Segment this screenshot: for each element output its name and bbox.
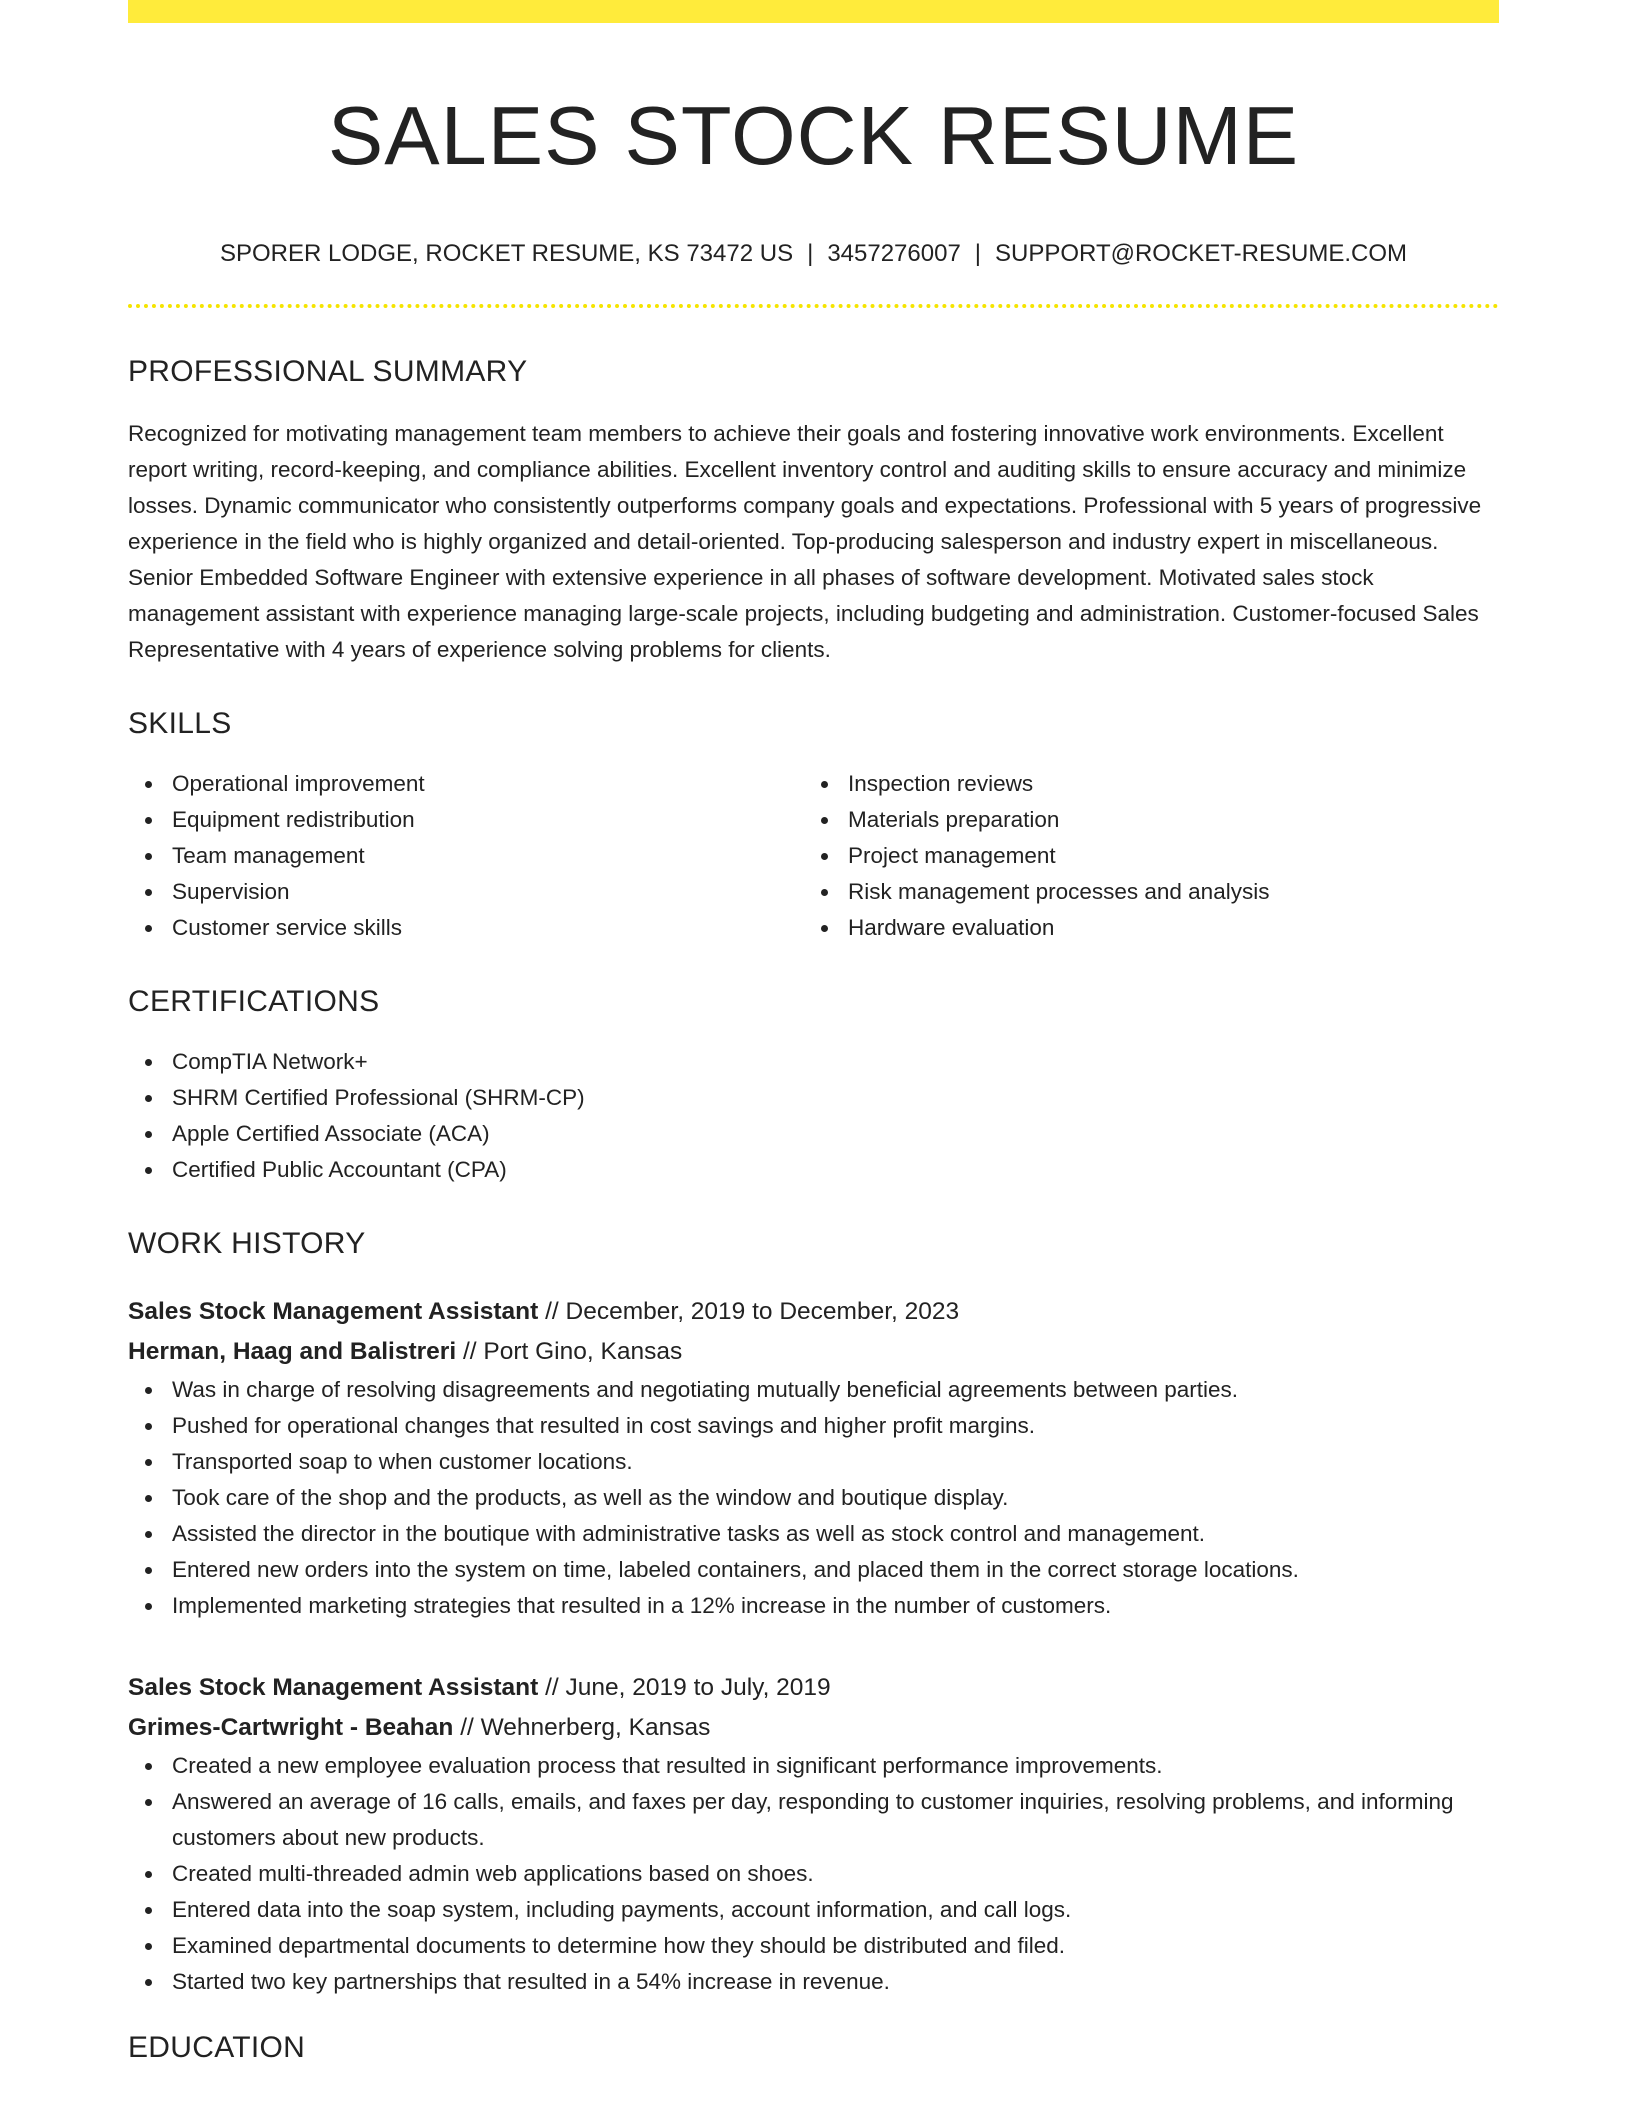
job-location: // Wehnerberg, Kansas [460,1714,711,1742]
dotted-divider [128,304,1499,308]
resume-page [128,0,1499,2066]
job-bullet: Transported soap to when customer locations. [128,1444,1499,1480]
job-bullet: Assisted the director in the boutique with administrative tasks as well as stock control and management. [128,1516,1499,1552]
certifications-list [128,1044,1499,1188]
top-accent-bar [128,0,1499,23]
skill-item: Supervision [128,874,804,910]
skill-item: Materials preparation [804,802,1480,838]
summary-text: Recognized for motivating management team members to achieve their goals and fostering innovative work environments. Excellent report writing, record-keeping, and compliance abilities. Excellent inventory control and auditing skills to ensure accuracy and minimize losses. Dynamic communicator who consistently outperforms company goals and expectations. Professional with 5 years of progressive experience in the field who is highly organized and detail-oriented. Top-producing salesperson and industry expert in miscellaneous. Senior Embedded Software Engineer with extensive experience in all phases of software development. Motivated sales stock management assistant with experience managing large-scale projects, including budgeting and administration. Customer-focused Sales Representative with 4 years of experience solving problems for clients. [128,421,1482,663]
skill-item: Hardware evaluation [804,910,1480,946]
job-dates: // December, 2019 to December, 2023 [545,1298,960,1326]
skill-item: Project management [804,838,1480,874]
certification-item: Certified Public Accountant (CPA) [128,1152,1499,1188]
job-bullet: Created multi-threaded admin web applications based on shoes. [128,1856,1499,1892]
job-bullet: Started two key partnerships that resulted in a 54% increase in revenue. [128,1964,1499,2000]
contact-email: SUPPORT@ROCKET-RESUME.COM [995,239,1407,267]
contact-phone: 3457276007 [827,239,961,267]
certifications-heading: CERTIFICATIONS [128,985,380,1019]
summary-heading: PROFESSIONAL SUMMARY [128,355,528,389]
job-entry [128,1292,1499,1624]
job-role: Sales Stock Management Assistant [128,1298,539,1326]
job-bullet: Implemented marketing strategies that resulted in a 12% increase in the number of customers. [128,1588,1499,1624]
skill-item: Operational improvement [128,766,804,802]
job-role-line [128,1292,1499,1332]
resume-title: SALES STOCK RESUME [327,89,1300,182]
contact-separator: | [974,239,982,267]
certification-item: SHRM Certified Professional (SHRM-CP) [128,1080,1499,1116]
job-company: Grimes-Cartwright - Beahan [128,1714,454,1742]
contact-separator: | [807,239,814,267]
job-location: // Port Gino, Kansas [462,1338,683,1366]
contact-address: SPORER LODGE, ROCKET RESUME, KS 73472 US [220,239,794,267]
job-role-line [128,1668,1499,1708]
job-bullet: Created a new employee evaluation process that resulted in significant performance improvements. [128,1748,1499,1784]
job-bullet: Entered data into the soap system, including payments, account information, and call logs. [128,1892,1499,1928]
job-bullet: Examined departmental documents to determine how they should be distributed and filed. [128,1928,1499,1964]
job-role: Sales Stock Management Assistant [128,1674,539,1702]
job-bullet: Pushed for operational changes that resulted in cost savings and higher profit margins. [128,1408,1499,1444]
work-history-heading: WORK HISTORY [128,1227,366,1261]
skill-item: Equipment redistribution [128,802,804,838]
job-bullet: Took care of the shop and the products, as well as the window and boutique display. [128,1480,1499,1516]
job-company-line [128,1708,1499,1748]
skills-column-right [804,766,1480,946]
job-bullets [128,1372,1499,1624]
skills-column-left [128,766,804,946]
certification-item: CompTIA Network+ [128,1044,1499,1080]
job-bullet: Answered an average of 16 calls, emails, and faxes per day, responding to customer inquiries, resolving problems, and informing customers about new products. [128,1784,1499,1856]
skill-item: Risk management processes and analysis [804,874,1480,910]
job-company-line [128,1332,1499,1372]
job-dates: // June, 2019 to July, 2019 [545,1674,831,1702]
job-entry [128,1668,1499,2000]
job-company: Herman, Haag and Balistreri [128,1338,457,1366]
job-bullet: Entered new orders into the system on time, labeled containers, and placed them in the correct storage locations. [128,1552,1499,1588]
skill-item: Team management [128,838,804,874]
contact-line [128,240,1499,269]
job-bullet: Was in charge of resolving disagreements and negotiating mutually beneficial agreements between parties. [128,1372,1499,1408]
skills-heading: SKILLS [128,707,232,741]
skills-grid [128,766,1499,946]
certification-item: Apple Certified Associate (ACA) [128,1116,1499,1152]
skill-item: Inspection reviews [804,766,1480,802]
job-bullets [128,1748,1499,2000]
skill-item: Customer service skills [128,910,804,946]
education-heading: EDUCATION [128,2031,306,2065]
